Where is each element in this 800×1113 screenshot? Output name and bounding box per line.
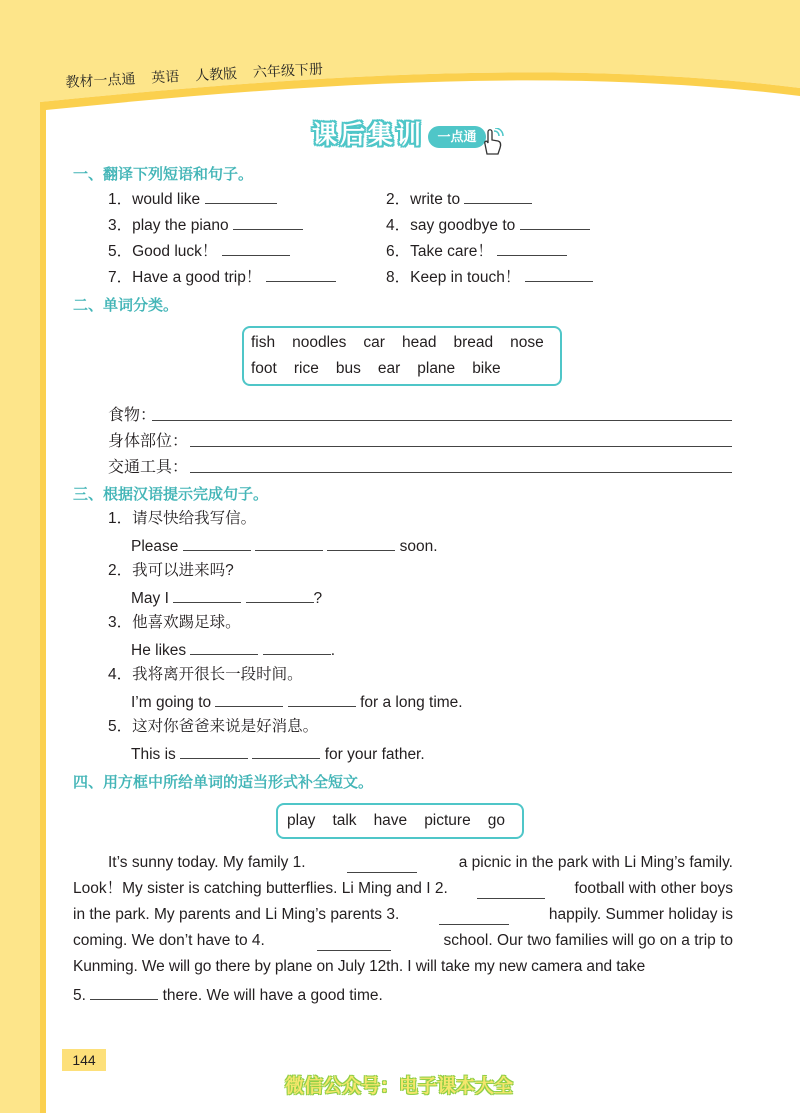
- word: bread: [453, 334, 494, 351]
- answer-blank[interactable]: [497, 240, 567, 256]
- answer-blank[interactable]: [173, 587, 241, 603]
- s1-item-7: [108, 266, 336, 288]
- answer-blank[interactable]: [252, 743, 320, 759]
- answer-blank[interactable]: [439, 909, 509, 925]
- s1-text-3: 3．play the piano: [108, 217, 229, 234]
- passage-text: football with other boys: [574, 880, 733, 897]
- word-box-row-2: [251, 360, 501, 378]
- answer-blank[interactable]: [477, 883, 545, 899]
- s3-a2-end: ?: [313, 590, 323, 607]
- word-box-2-row: [287, 812, 505, 830]
- word: bus: [335, 360, 361, 377]
- passage-line-4: [73, 931, 733, 951]
- s1-item-3: [108, 214, 303, 236]
- answer-blank[interactable]: [347, 857, 417, 873]
- header-edition: 人教版: [194, 65, 238, 84]
- section4-title: 四、用方框中所给单词的适当形式补全短文。: [73, 773, 374, 791]
- word: rice: [293, 360, 319, 377]
- s3-a4-start: I’m going to: [131, 694, 212, 711]
- word: fish: [251, 334, 276, 351]
- banner-badge: 一点通: [428, 126, 486, 148]
- s3-answer-2: [131, 587, 322, 609]
- passage-text: a picnic in the park with Li Ming’s family.: [458, 854, 733, 871]
- s1-item-4: [386, 214, 590, 236]
- answer-blank[interactable]: [317, 935, 391, 951]
- pointing-hand-icon: [478, 128, 504, 156]
- category-food-line[interactable]: [152, 420, 732, 421]
- answer-blank[interactable]: [90, 984, 158, 1000]
- s1-text-6: 6．Take care！: [386, 243, 493, 260]
- word: picture: [424, 812, 471, 829]
- s1-text-8: 8．Keep in touch！: [386, 269, 521, 286]
- s3-a1-start: Please: [131, 538, 179, 555]
- header-subject: 英语: [150, 68, 180, 86]
- section1-title: 一、翻译下列短语和句子。: [73, 165, 254, 183]
- passage-line-5: Kunming. We will go there by plane on July 12th. I will take my new camera and take: [73, 958, 646, 975]
- word: plane: [417, 360, 456, 377]
- word: play: [287, 812, 316, 829]
- s1-text-1: 1．would like: [108, 191, 201, 208]
- s3-question-5: 5．这对你爸爸来说是好消息。: [108, 718, 319, 735]
- s3-a2-start: May I: [131, 590, 169, 607]
- word-box-row-1: [251, 334, 544, 352]
- category-food-label: 食物：: [108, 407, 157, 424]
- s3-a1-end: soon.: [399, 538, 438, 555]
- s1-text-5: 5．Good luck！: [108, 243, 218, 260]
- s3-a4-end: for a long time.: [360, 694, 463, 711]
- s3-answer-3: [131, 639, 335, 661]
- s3-a3-end: .: [330, 642, 336, 659]
- answer-blank[interactable]: [525, 266, 593, 282]
- answer-blank[interactable]: [190, 639, 258, 655]
- section3-title: 三、根据汉语提示完成句子。: [73, 485, 269, 503]
- s3-question-3: 3．他喜欢踢足球。: [108, 614, 241, 631]
- passage-line-2: [73, 879, 733, 899]
- category-body-label: 身体部位：: [108, 433, 189, 450]
- answer-blank[interactable]: [327, 535, 395, 551]
- s3-question-4: 4．我将离开很长一段时间。: [108, 666, 303, 683]
- word: talk: [332, 812, 357, 829]
- word: car: [363, 334, 385, 351]
- s1-item-1: [108, 188, 277, 210]
- s1-item-5: [108, 240, 290, 262]
- passage-text: happily. Summer holiday is: [548, 906, 733, 923]
- passage-text: 5.: [73, 987, 86, 1004]
- passage-text: there. We will have a good time.: [162, 987, 383, 1004]
- banner-title: 课后集训: [312, 120, 425, 149]
- word: ear: [377, 360, 401, 377]
- answer-blank[interactable]: [215, 691, 283, 707]
- answer-blank[interactable]: [266, 266, 336, 282]
- answer-blank[interactable]: [205, 188, 277, 204]
- answer-blank[interactable]: [288, 691, 356, 707]
- word: bike: [472, 360, 501, 377]
- s3-question-1: 1．请尽快给我写信。: [108, 510, 257, 527]
- s3-a3-start: He likes: [131, 642, 187, 659]
- header-grade: 六年级下册: [252, 60, 324, 81]
- passage-line-6: [73, 984, 733, 1006]
- s3-question-2: 2．我可以进来吗?: [108, 562, 234, 579]
- answer-blank[interactable]: [255, 535, 323, 551]
- answer-blank[interactable]: [520, 214, 590, 230]
- word: go: [487, 812, 505, 829]
- s1-item-2: [386, 188, 532, 210]
- s1-text-4: 4．say goodbye to: [386, 217, 516, 234]
- s1-item-6: [386, 240, 567, 262]
- page-number: 144: [62, 1049, 106, 1071]
- passage-text: school. Our two families will go on a trip to: [443, 932, 733, 949]
- s1-text-2: 2．write to: [386, 191, 461, 208]
- answer-blank[interactable]: [263, 639, 331, 655]
- word: noodles: [292, 334, 347, 351]
- word: head: [401, 334, 437, 351]
- header-book: 教材一点通: [65, 70, 136, 91]
- word: foot: [251, 360, 277, 377]
- answer-blank[interactable]: [233, 214, 303, 230]
- s1-text-7: 7．Have a good trip！: [108, 269, 262, 286]
- category-body-line[interactable]: [190, 446, 732, 447]
- footer-watermark: 微信公众号：电子课本大全: [285, 1075, 514, 1097]
- s3-answer-1: [131, 535, 438, 557]
- s3-answer-5: [131, 743, 425, 765]
- s3-a5-end: for your father.: [324, 746, 425, 763]
- section2-title: 二、单词分类。: [73, 296, 179, 314]
- word: have: [373, 812, 408, 829]
- passage-text: It’s sunny today. My family 1.: [108, 854, 306, 871]
- passage-text: in the park. My parents and Li Ming’s parents 3.: [73, 906, 400, 923]
- passage-text: coming. We don’t have to 4.: [73, 932, 265, 949]
- answer-blank[interactable]: [246, 587, 314, 603]
- answer-blank[interactable]: [464, 188, 532, 204]
- category-transport-line[interactable]: [190, 472, 732, 473]
- answer-blank[interactable]: [222, 240, 290, 256]
- word: nose: [510, 334, 544, 351]
- answer-blank[interactable]: [180, 743, 248, 759]
- s3-answer-4: [131, 691, 463, 713]
- passage-line-1: [73, 853, 733, 873]
- passage-line-3: [73, 905, 733, 925]
- answer-blank[interactable]: [183, 535, 251, 551]
- s1-item-8: [386, 266, 593, 288]
- category-transport-label: 交通工具：: [108, 459, 189, 476]
- s3-a5-start: This is: [131, 746, 176, 763]
- passage-text: Look！My sister is catching butterflies. Li Ming and I 2.: [73, 880, 448, 897]
